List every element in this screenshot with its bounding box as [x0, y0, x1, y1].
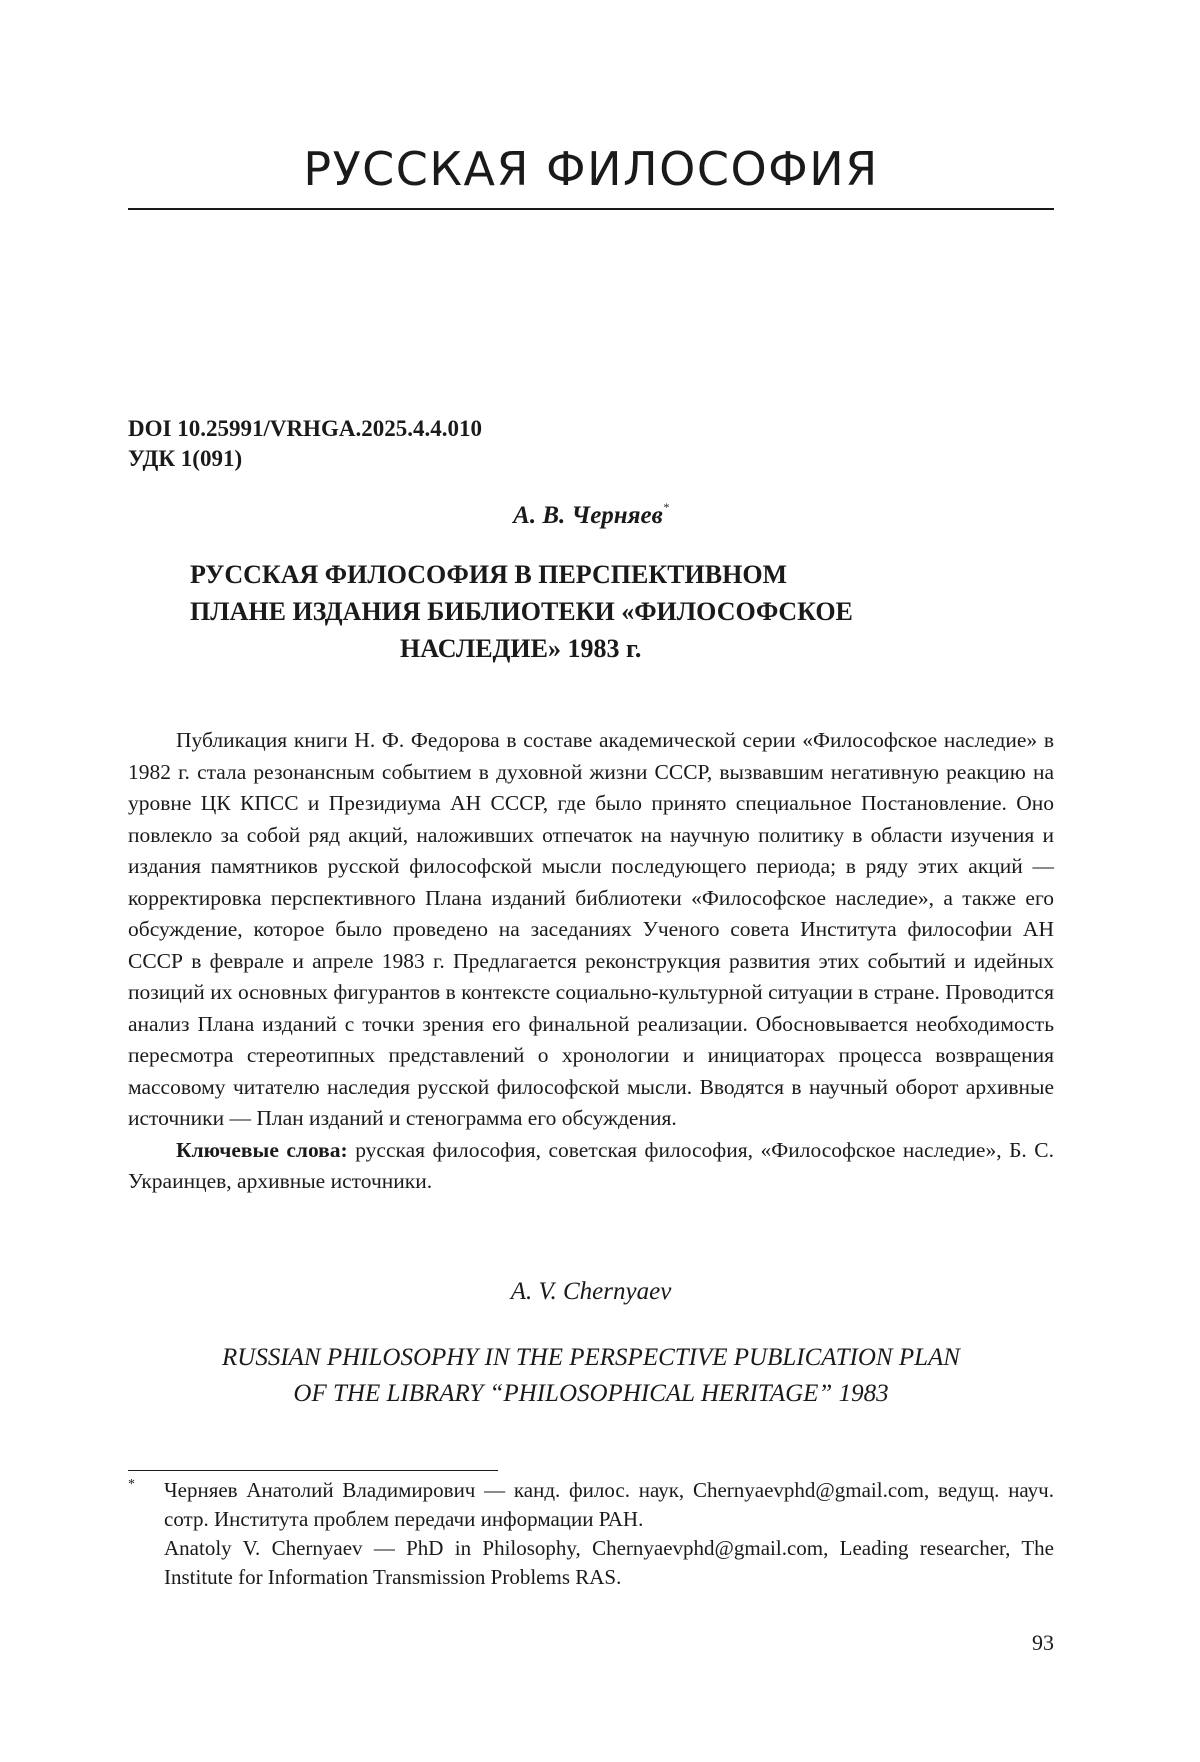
keywords-label: Ключевые слова: [176, 1138, 348, 1162]
author-en: A. V. Chernyaev [128, 1278, 1054, 1306]
author-ru [128, 500, 1054, 530]
header-rule [128, 208, 1054, 210]
footnote-ref-mark[interactable]: * [663, 500, 669, 514]
title-en-line: OF THE LIBRARY “PHILOSOPHICAL HERITAGE” 1983 [128, 1376, 1054, 1412]
article-title-ru [190, 556, 990, 667]
title-ru-line: ПЛАНЕ ИЗДАНИЯ БИБЛИОТЕКИ «ФИЛОСОФСКОЕ [190, 593, 990, 630]
title-ru-line: РУССКАЯ ФИЛОСОФИЯ В ПЕРСПЕКТИВНОМ [190, 556, 990, 593]
footnote-rule [128, 1470, 498, 1471]
author-ru-name: А. В. Черняев [513, 502, 663, 529]
keywords [128, 1135, 1054, 1198]
title-ru-line: НАСЛЕДИЕ» 1983 г. [190, 630, 990, 667]
title-en-line: RUSSIAN PHILOSOPHY IN THE PERSPECTIVE PUBLICATION PLAN [128, 1340, 1054, 1376]
keywords-text: русская философия, советская философия, «Философское наследие», Б. С. Украинцев, архивные источники. [128, 1138, 1054, 1194]
article-identifiers [128, 414, 482, 474]
footnote-line-ru: Черняев Анатолий Владимирович — канд. филос. наук, Chernyaevphd@gmail.com, ведущ. науч. сотр. Института проблем передачи информации РАН. [164, 1476, 1054, 1534]
abstract-text: Публикация книги Н. Ф. Федорова в составе академической серии «Философское наследие» в 1982 г. стала резонансным событием в духовной жизни СССР, вызвавшим негативную реакцию на уровне ЦК КПСС и Президиума АН СССР, где было принято специальное Постановление. Оно повлекло за собой ряд акций, наложивших отпечаток на научную политику в области изучения и издания памятников русской философской мысли последующего периода; в ряду этих акций — корректировка перспективного Плана изданий библиотеки «Философское наследие», а также его обсуждение, которое было проведено на заседаниях Ученого совета Института философии АН СССР в феврале и апреле 1983 г. Предлагается реконструкция развития этих событий и идейных позиций их основных фигурантов в контексте социально-культурной ситуации в стране. Проводится анализ Плана изданий с точки зрения его финальной реализации. Обосновывается необходимость пересмотра стереотипных представлений о хронологии и инициаторах процесса возвращения массовому читателю наследия русской философской мысли. Вводятся в научный оборот архивные источники — План изданий и стенограмма его обсуждения. [128, 725, 1054, 1135]
footnote-mark: * [128, 1470, 135, 1499]
article-title-en [128, 1340, 1054, 1412]
footnote-body [164, 1476, 1054, 1592]
doi[interactable]: DOI 10.25991/VRHGA.2025.4.4.010 [128, 414, 482, 444]
udk: УДК 1(091) [128, 444, 482, 474]
footnote [128, 1476, 1054, 1592]
abstract [128, 725, 1054, 1198]
footnote-line-en: Anatoly V. Chernyaev — PhD in Philosophy, Chernyaevphd@gmail.com, Leading researcher, The Institute for Information Transmission Problems RAS. [164, 1534, 1054, 1592]
page-number: 93 [1032, 1630, 1054, 1656]
section-title: РУССКАЯ ФИЛОСОФИЯ [128, 142, 1054, 196]
